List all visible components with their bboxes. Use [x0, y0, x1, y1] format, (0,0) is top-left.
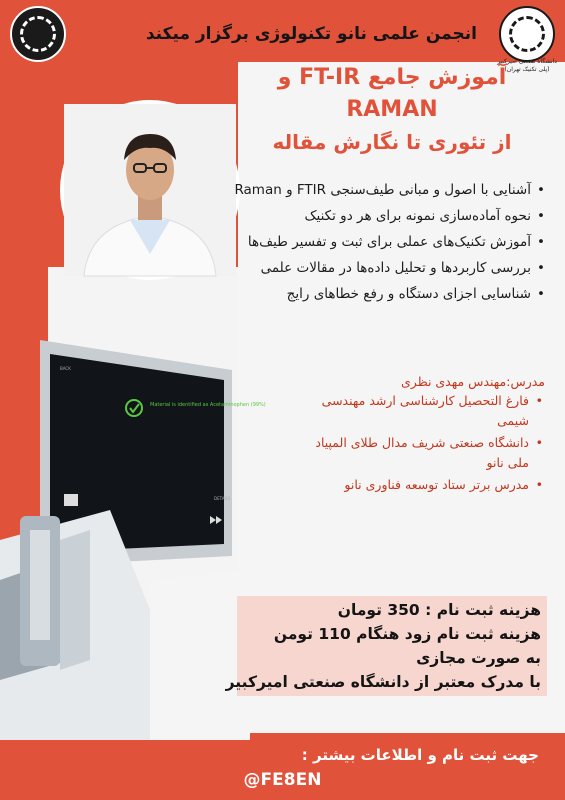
fee-line-3: به صورت مجازی — [416, 649, 541, 667]
logo-caption: دانشگاه صنعتی امیرکبیر (پلی تکنیک تهران) — [497, 58, 557, 73]
instructor-portrait-icon — [64, 104, 236, 276]
credential-item: • مدرس برتر ستاد توسعه فناوری نانو — [315, 475, 545, 495]
instructor-name: مدرس:مهندس مهدی نظری — [401, 374, 545, 389]
fee-line-1: هزینه ثبت نام : 350 تومان — [337, 601, 541, 619]
nano-society-logo-icon — [10, 6, 66, 62]
fee-line-4: با مدرک معتبر از دانشگاه صنعتی امیرکبیر — [225, 673, 541, 691]
screen-details-label: DETAILS — [214, 496, 231, 501]
spectrometer-device-image — [0, 330, 266, 740]
credential-item: • فارغ التحصیل کارشناسی ارشد مهندسی شیمی — [315, 391, 545, 431]
topics-list — [225, 180, 545, 310]
credentials-list — [315, 391, 545, 495]
topic-item: • شناسایی اجزای دستگاه و رفع خطاهای رایج — [225, 284, 545, 304]
course-title — [237, 62, 547, 158]
title-line-1: آموزش جامع FT-IR و — [277, 65, 507, 90]
topic-item: • آموزش تکنیک‌های عملی برای ثبت و تفسیر طیف‌ها — [225, 232, 545, 252]
screen-back-label: BACK — [60, 366, 71, 371]
topic-item: • نحوه آماده‌سازی نمونه برای هر دو تکنیک — [225, 206, 545, 226]
topic-item: • بررسی کاربردها و تحلیل داده‌ها در مقالات علمی — [225, 258, 545, 278]
instructor-photo — [60, 100, 240, 280]
fee-line-2: هزینه ثبت نام زود هنگام 110 تومن — [273, 625, 541, 643]
university-logo-icon — [499, 6, 555, 62]
credential-item: • دانشگاه صنعتی شریف مدال طلای المپیاد ملی نانو — [315, 433, 545, 473]
fee-box — [225, 596, 547, 696]
title-line-2: RAMAN — [346, 97, 438, 122]
title-line-3: از تئوری تا نگارش مقاله — [272, 130, 512, 154]
registration-info: جهت ثبت نام و اطلاعات بیشتر : — [301, 746, 539, 764]
topic-item: • آشنایی با اصول و مبانی طیف‌سنجی FTIR و Raman — [225, 180, 545, 200]
organizer-text: انجمن علمی نانو تکنولوژی برگزار میکند — [145, 24, 477, 44]
screen-message: Material is identified as Acetaminophen (99%) — [150, 402, 266, 408]
instructor-info — [315, 374, 545, 497]
contact-handle-link[interactable]: @FE8EN — [243, 770, 322, 790]
